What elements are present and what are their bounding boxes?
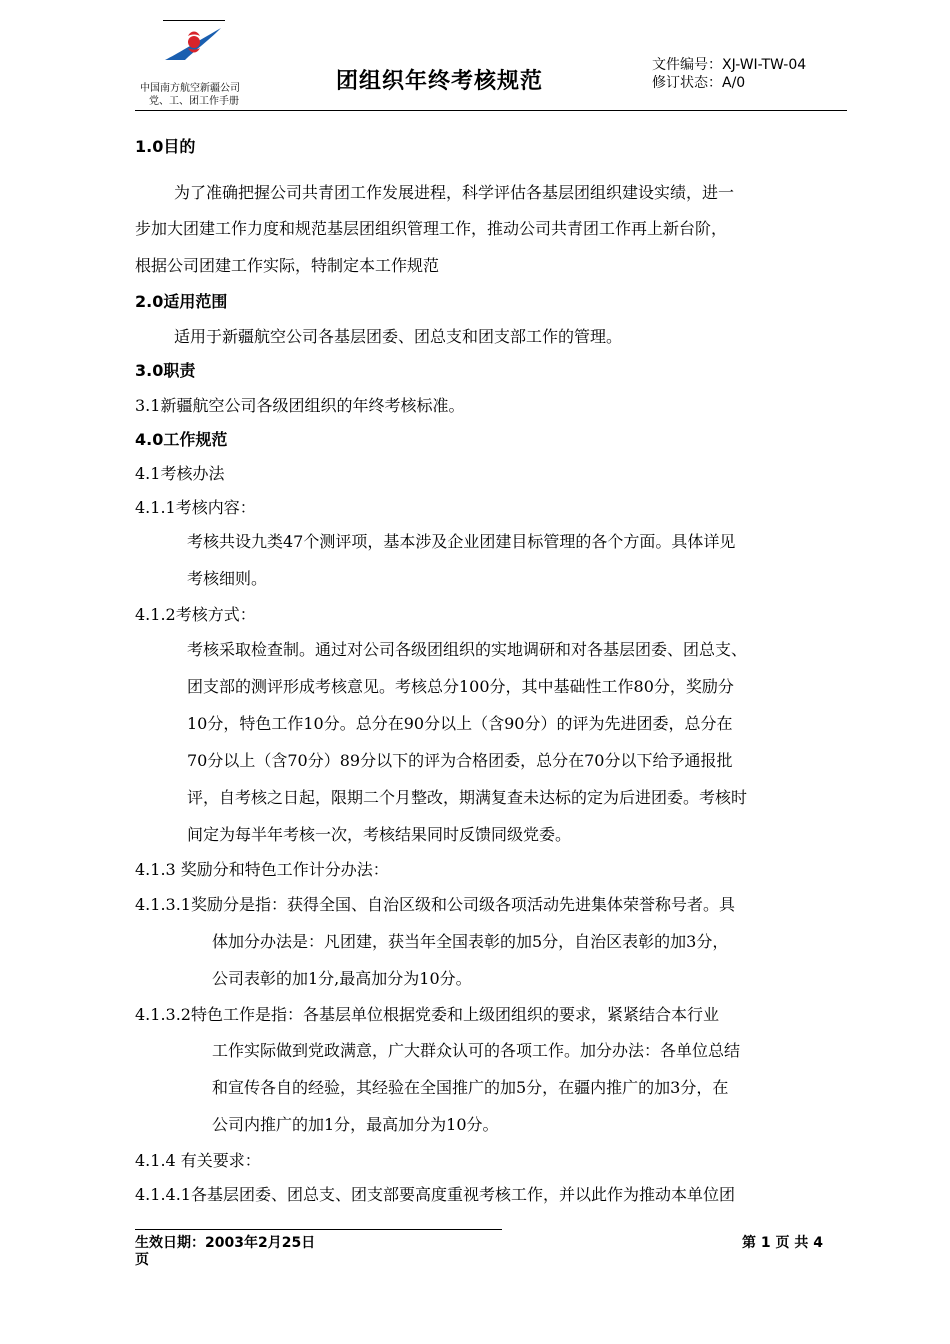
subsection-heading: 4.1考核办法 bbox=[135, 464, 225, 483]
paragraph-line: 评，自考核之日起，限期二个月整改，期满复查未达标的定为后进团委。考核时 bbox=[187, 788, 748, 807]
paragraph-line: 公司表彰的加1分,最高加分为10分。 bbox=[212, 969, 472, 988]
subsection-heading: 4.1.2考核方式： bbox=[135, 605, 256, 624]
page-suffix: 页 bbox=[135, 1252, 149, 1268]
paragraph-line: 考核共设九类47个测评项，基本涉及企业团建目标管理的各个方面。具体详见 bbox=[187, 532, 736, 551]
paragraph-line: 考核采取检查制。通过对公司各级团组织的实地调研和对各基层团委、团总支、 bbox=[187, 640, 748, 659]
document-info bbox=[652, 56, 806, 92]
paragraph-line: 4.1.3.2特色工作是指：各基层单位根据党委和上级团组织的要求，紧紧结合本行业 bbox=[135, 1005, 719, 1024]
section-heading: 3.0职责 bbox=[135, 361, 196, 380]
company-line2: 党、工、团工作手册 bbox=[149, 96, 239, 107]
subsection-heading: 4.1.1考核内容： bbox=[135, 498, 256, 517]
paragraph-line: 3.1新疆航空公司各级团组织的年终考核标准。 bbox=[135, 396, 465, 415]
company-name bbox=[140, 82, 240, 108]
page-number: 第 1 页 共 4 bbox=[742, 1235, 823, 1251]
document-title: 团组织年终考核规范 bbox=[336, 69, 544, 94]
doc-number: 文件编号：XJ-WI-TW-04 bbox=[652, 57, 807, 73]
paragraph-line: 间定为每半年考核一次，考核结果同时反馈同级党委。 bbox=[187, 825, 572, 844]
section-heading: 2.0适用范围 bbox=[135, 292, 228, 311]
footer-rule bbox=[135, 1229, 502, 1230]
paragraph-line: 公司内推广的加1分，最高加分为10分。 bbox=[212, 1115, 499, 1134]
paragraph-line: 适用于新疆航空公司各基层团委、团总支和团支部工作的管理。 bbox=[174, 327, 623, 346]
paragraph-line: 为了准确把握公司共青团工作发展进程，科学评估各基层团组织建设实绩，进一 bbox=[174, 183, 735, 202]
paragraph-line: 4.1.3.1奖励分是指：获得全国、自治区级和公司级各项活动先进集体荣誉称号者。具 bbox=[135, 895, 735, 914]
paragraph-line: 和宣传各自的经验，其经验在全国推广的加5分，在疆内推广的加3分，在 bbox=[212, 1078, 729, 1097]
paragraph-line: 70分以上（含70分）89分以下的评为合格团委，总分在70分以下给予通报批 bbox=[187, 751, 733, 770]
subsection-heading: 4.1.4 有关要求： bbox=[135, 1151, 261, 1170]
paragraph-line: 工作实际做到党政满意，广大群众认可的各项工作。加分办法：各单位总结 bbox=[212, 1041, 741, 1060]
company-line1: 中国南方航空新疆公司 bbox=[140, 83, 240, 94]
paragraph-line: 体加分办法是：凡团建，获当年全国表彰的加5分，自治区表彰的加3分， bbox=[212, 932, 729, 951]
paragraph-line: 根据公司团建工作实际，特制定本工作规范 bbox=[135, 256, 440, 275]
subsection-heading: 4.1.3 奖励分和特色工作计分办法： bbox=[135, 860, 389, 879]
paragraph-line: 团支部的测评形成考核意见。考核总分100分，其中基础性工作80分，奖励分 bbox=[187, 677, 734, 696]
section-heading: 1.0目的 bbox=[135, 137, 196, 156]
paragraph-line: 4.1.4.1各基层团委、团总支、团支部要高度重视考核工作，并以此作为推动本单位团 bbox=[135, 1185, 735, 1204]
paragraph-line: 考核细则。 bbox=[187, 569, 268, 588]
paragraph-line: 10分，特色工作10分。总分在90分以上（含90分）的评为先进团委，总分在 bbox=[187, 714, 733, 733]
header-rule bbox=[135, 110, 847, 111]
effective-date: 生效日期：2003年2月25日 bbox=[135, 1235, 316, 1251]
section-heading: 4.0工作规范 bbox=[135, 430, 228, 449]
airline-logo bbox=[163, 24, 223, 62]
revision-status: 修订状态：A/0 bbox=[652, 75, 746, 91]
logo-rule bbox=[163, 20, 225, 21]
paragraph-line: 步加大团建工作力度和规范基层团组织管理工作，推动公司共青团工作再上新台阶， bbox=[135, 219, 728, 238]
